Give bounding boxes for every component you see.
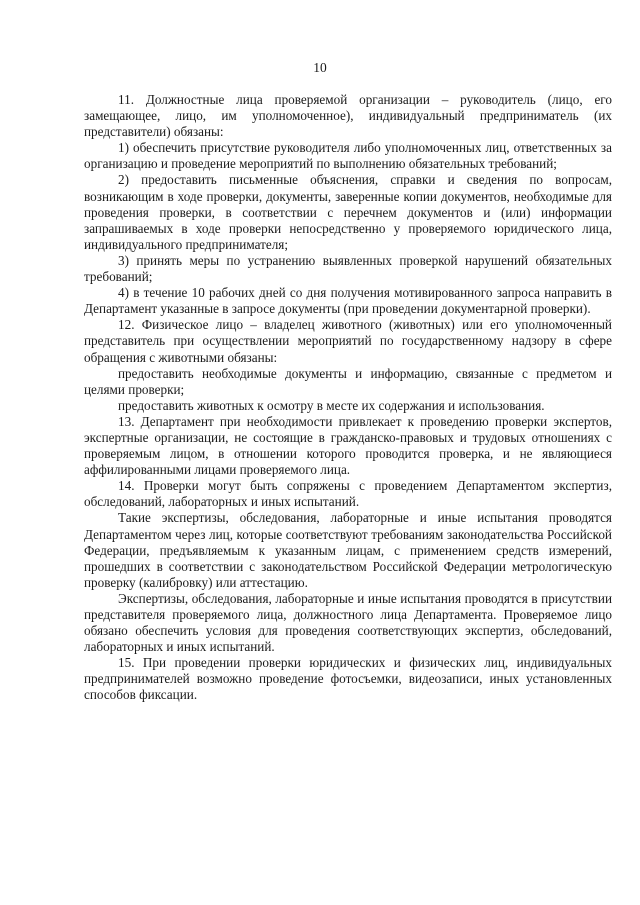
- paragraph-12: 12. Физическое лицо – владелец животного (животных) или его уполномоченный представитель при осуществлении мероприятий по государственному надзору в сфере обращения с животными обязаны:: [84, 317, 612, 365]
- paragraph-12-item-b: предоставить животных к осмотру в месте их содержания и использования.: [118, 397, 545, 413]
- paragraph-12-item-a: предоставить необходимые документы и информацию, связанные с предметом и целями проверки;: [84, 365, 612, 397]
- paragraph-11-item-3: 3) принять меры по устранению выявленных проверкой нарушений обязательных требований;: [84, 252, 612, 285]
- paragraph-14-detail-1: Такие экспертизы, обследования, лабораторные и иные испытания проводятся Департаментом через лиц, которые соответствуют требованиям законодательства Российской Федерации, предъявляемым к указанным лицам, с применением средств измерений, прошедших в соответствии с законодательством Российской Федерации метрологическую проверку (калибровку) или аттестацию.: [84, 510, 612, 590]
- paragraph-11-item-4: 4) в течение 10 рабочих дней со дня получения мотивированного запроса направить в Департамент указанные в запросе документы (при проведении документарной проверки).: [84, 285, 612, 317]
- paragraph-13: 13. Департамент при необходимости привлекает к проведению проверки экспертов, экспертные организации, не состоящие в гражданско-правовых и трудовых отношениях с проверяемым лицом, в отношении которого проводится проверка, и не являющиеся аффилированными лицами проверяемого лица.: [84, 413, 612, 478]
- paragraph-14: 14. Проверки могут быть сопряжены с проведением Департаментом экспертиз, обследований, лабораторных и иных испытаний.: [84, 478, 612, 510]
- paragraph-11-item-2: 2) предоставить письменные объяснения, справки и сведения по вопросам, возникающим в ходе проверки, документы, заверенные копии документов, необходимые для проведения проверки, в соответствии с перечнем документов и (или) информации запрашиваемых в ходе проверки непосредственно у проверяемого юридического лица, индивидуального предпринимателя;: [84, 172, 612, 252]
- paragraph-11: 11. Должностные лица проверяемой организации – руководитель (лицо, его замещающее, лицо, им уполномоченное), индивидуальный предприниматель (их представители) обязаны:: [84, 92, 612, 140]
- paragraph-14-detail-2: Экспертизы, обследования, лабораторные и иные испытания проводятся в присутствии представителя проверяемого лица, должностного лица Департамента. Проверяемое лицо обязано обеспечить условия для проведения соответствующих экспертиз, обследований, лабораторных и иных испытаний.: [84, 590, 612, 655]
- page-number: 10: [313, 60, 327, 75]
- paragraph-11-item-1: 1) обеспечить присутствие руководителя либо уполномоченных лиц, ответственных за организацию и проведение мероприятий по выполнению обязательных требований;: [84, 140, 612, 172]
- document-body: [84, 92, 612, 704]
- paragraph-15: 15. При проведении проверки юридических и физических лиц, индивидуальных предпринимателей возможно проведение фотосъемки, видеозаписи, иных установленных способов фиксации.: [84, 655, 612, 703]
